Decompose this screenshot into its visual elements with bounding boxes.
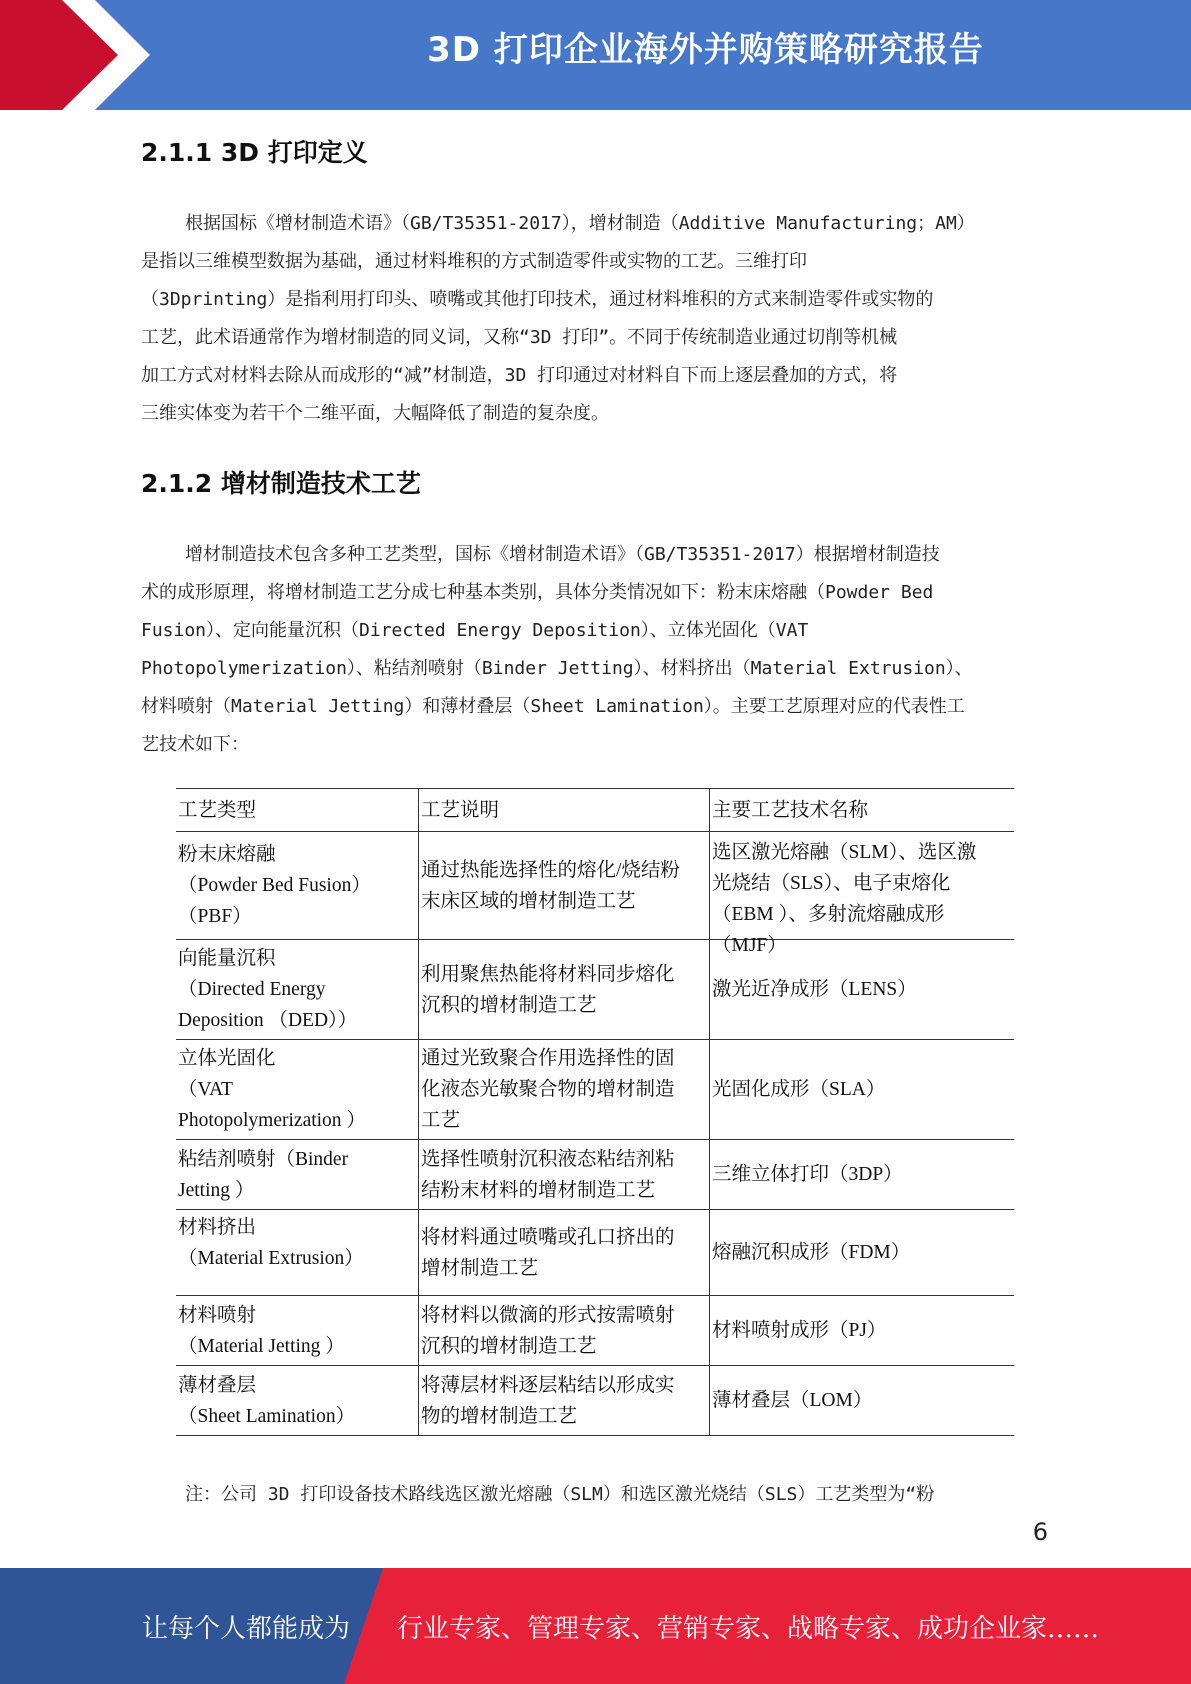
column-header: 主要工艺技术名称 — [710, 789, 1015, 832]
table-cell — [419, 1296, 710, 1366]
cell-text: 通过热能选择性的熔化/烧结粉 末床区域的增材制造工艺 — [421, 859, 680, 912]
table-cell — [176, 1296, 419, 1366]
header-arrow-decoration — [0, 0, 160, 110]
table-cell — [710, 1296, 1015, 1366]
table-row — [176, 1040, 1014, 1140]
section-heading-processes: 2.1.2 增材制造技术工艺 — [141, 469, 421, 498]
cell-text: 通过光致聚合作用选择性的固 化液态光敏聚合物的增材制造 工艺 — [421, 1048, 675, 1131]
table-cell — [419, 1366, 710, 1436]
table-cell — [419, 1040, 710, 1140]
cell-text: 激光近净成形（LENS） — [712, 979, 917, 1000]
cell-text: 将材料以微滴的形式按需喷射 沉积的增材制造工艺 — [421, 1304, 675, 1357]
page-number: 6 — [1032, 1518, 1048, 1546]
table-row — [176, 1296, 1014, 1366]
paragraph-line: （3Dprinting）是指利用打印头、喷嘴或其他打印技术，通过材料堆积的方式来制造零件或实物的 — [141, 289, 934, 310]
table-cell — [419, 940, 710, 1040]
table-cell — [419, 1140, 710, 1210]
cell-text: 粉末床熔融 （Powder Bed Fusion） （PBF） — [178, 844, 371, 927]
table-row — [176, 1210, 1014, 1296]
process-table — [176, 788, 1014, 1436]
page-header — [0, 0, 1191, 110]
table-cell — [710, 1210, 1015, 1296]
cell-text: 利用聚焦热能将材料同步熔化 沉积的增材制造工艺 — [421, 963, 675, 1016]
paragraph-line: Photopolymerization）、粘结剂喷射（Binder Jetting）、材料挤出（Material Extrusion）、 — [141, 658, 973, 679]
paragraph-line: 工艺，此术语通常作为增材制造的同义词，又称“3D 打印”。不同于传统制造业通过切削等机械 — [141, 327, 898, 348]
cell-text: 光固化成形（SLA） — [712, 1079, 886, 1100]
report-title: 3D 打印企业海外并购策略研究报告 — [427, 30, 984, 70]
cell-text: 材料喷射成形（PJ） — [712, 1320, 887, 1341]
paragraph-line: 是指以三维模型数据为基础，通过材料堆积的方式制造零件或实物的工艺。三维打印 — [141, 251, 807, 272]
table-row — [176, 832, 1014, 940]
table-cell — [176, 940, 419, 1040]
cell-text: 材料喷射 （Material Jetting ） — [178, 1304, 345, 1357]
table-note: 注：公司 3D 打印设备技术路线选区激光熔融（SLM）和选区激光烧结（SLS）工艺类型为“粉 — [185, 1484, 935, 1505]
table-cell — [176, 1140, 419, 1210]
paragraph-line: 增材制造技术包含多种工艺类型，国标《增材制造术语》（GB/T35351-2017）根据增材制造技 — [185, 544, 940, 565]
table-cell — [419, 832, 710, 940]
table-cell — [710, 832, 1015, 956]
cell-text: 薄材叠层 （Sheet Lamination） — [178, 1374, 356, 1427]
footer-slogan-left: 让每个人都能成为 — [142, 1614, 351, 1644]
cell-text: 将材料通过喷嘴或孔口挤出的 增材制造工艺 — [421, 1226, 675, 1279]
processes-paragraph — [141, 536, 1046, 764]
paragraph-line: 材料喷射（Material Jetting）和薄材叠层（Sheet Lamination）。主要工艺原理对应的代表性工 — [141, 696, 965, 717]
table-cell — [176, 1366, 419, 1436]
table-cell — [176, 1210, 419, 1296]
paragraph-line: 根据国标《增材制造术语》（GB/T35351-2017），增材制造（Additive Manufacturing；AM） — [185, 213, 975, 234]
cell-text: 选区激光熔融（SLM）、选区激 光烧结（SLS）、电子束熔化 （EBM ）、多射流熔融成形 （MJF） — [712, 841, 977, 956]
table-cell — [710, 1140, 1015, 1210]
cell-text: 选择性喷射沉积液态粘结剂粘 结粉末材料的增材制造工艺 — [421, 1148, 675, 1201]
table-cell — [710, 1366, 1015, 1436]
table-cell — [176, 832, 419, 940]
paragraph-line: 艺技术如下： — [141, 734, 249, 755]
cell-text: 向能量沉积 （Directed Energy Deposition （DED）） — [178, 948, 358, 1031]
page-footer — [0, 1568, 1191, 1684]
cell-text: 薄材叠层（LOM） — [712, 1390, 873, 1411]
cell-text: 三维立体打印（3DP） — [712, 1164, 903, 1185]
definition-paragraph — [141, 205, 1046, 433]
table-header-row — [176, 789, 1014, 832]
table-row — [176, 1366, 1014, 1436]
paragraph-line: Fusion）、定向能量沉积（Directed Energy Deposition）、立体光固化（VAT — [141, 620, 809, 641]
paragraph-line: 术的成形原理，将增材制造工艺分成七种基本类别，具体分类情况如下：粉末床熔融（Powder Bed — [141, 582, 934, 603]
column-header: 工艺类型 — [176, 789, 419, 832]
paragraph-line: 三维实体变为若干个二维平面，大幅降低了制造的复杂度。 — [141, 403, 609, 424]
table-row — [176, 1140, 1014, 1210]
cell-text: 熔融沉积成形（FDM） — [712, 1242, 911, 1263]
paragraph-line: 加工方式对材料去除从而成形的“减”材制造，3D 打印通过对材料自下而上逐层叠加的方式，将 — [141, 365, 898, 386]
column-header: 工艺说明 — [419, 789, 710, 832]
table-cell — [710, 1040, 1015, 1140]
table-row — [176, 940, 1014, 1040]
table-cell — [176, 1040, 419, 1140]
cell-text: 粘结剂喷射（Binder Jetting ） — [178, 1148, 349, 1201]
table-cell — [419, 1210, 710, 1296]
cell-text: 将薄层材料逐层粘结以形成实 物的增材制造工艺 — [421, 1374, 675, 1427]
footer-slogan-right: 行业专家、管理专家、营销专家、战略专家、成功企业家…… — [397, 1614, 1100, 1644]
section-heading-definition: 2.1.1 3D 打印定义 — [141, 138, 368, 167]
cell-text: 材料挤出 （Material Extrusion） — [178, 1217, 364, 1269]
cell-text: 立体光固化 （VAT Photopolymerization ） — [178, 1048, 366, 1131]
